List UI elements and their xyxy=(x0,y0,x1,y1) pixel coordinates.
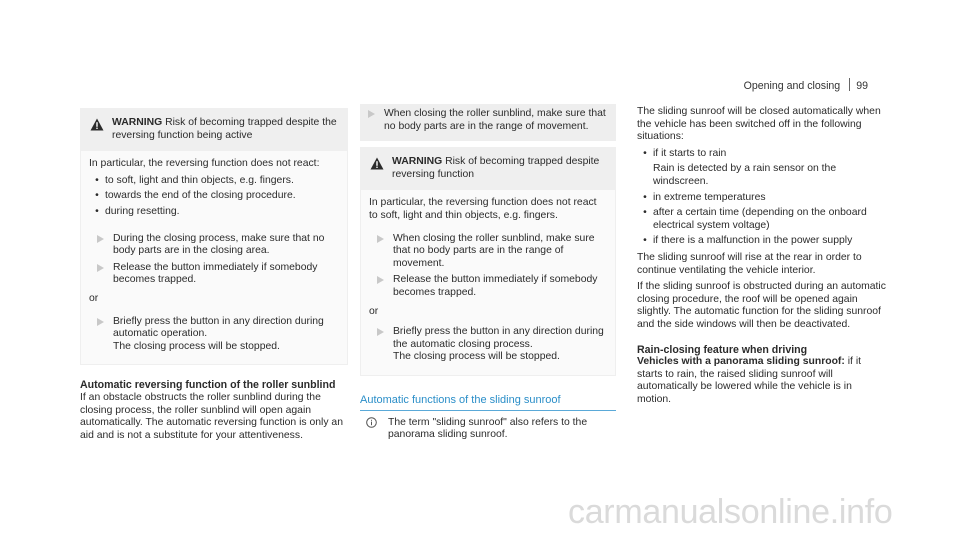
step-text: When closing the roller sunblind, make sure that no body parts are in the range of movement. xyxy=(393,232,595,269)
list-item xyxy=(89,190,339,203)
bullet-text: during resetting. xyxy=(105,205,180,217)
step-text xyxy=(113,316,339,354)
bullet-icon xyxy=(637,148,653,161)
bullet-text: after a certain time (depending on the onboard electrical system voltage) xyxy=(653,207,867,231)
step-or-note: The closing process will be stopped. xyxy=(113,340,280,352)
warning-triangle-icon xyxy=(90,118,104,131)
step-text: Release the button immediately if somebody becomes trapped. xyxy=(113,261,318,286)
note xyxy=(360,417,616,442)
warning-header xyxy=(80,108,348,151)
list-item xyxy=(637,192,887,205)
note-text: The term "sliding sunroof" also refers to the panorama sliding sunroof. xyxy=(388,416,588,441)
step-or-note: The closing process will be stopped. xyxy=(393,351,560,363)
section-heading-link[interactable]: Automatic functions of the sliding sunroof xyxy=(360,394,616,411)
action-step xyxy=(89,262,339,287)
warning-triangle-icon xyxy=(370,157,384,170)
paragraph: If the sliding sunroof is obstructed during an automatic closing procedure, the roof will be opened again slightly. The automatic function for the sliding sunroof and the side windows will then be deactivated. xyxy=(637,281,886,330)
list-item xyxy=(637,235,887,248)
warning-title-text: Risk of becoming trapped despite reversing function xyxy=(392,156,600,180)
warning-title xyxy=(112,117,340,142)
step-text xyxy=(393,326,607,364)
or-label: or xyxy=(369,305,379,317)
step-arrow-icon xyxy=(97,262,113,287)
step-block xyxy=(360,104,616,141)
sunroof-section xyxy=(360,394,616,442)
info-icon xyxy=(360,417,388,442)
section-subheading: Vehicles with a panorama sliding sunroof: xyxy=(637,356,845,368)
warning-title-text: Risk of becoming trapped despite the reversing function being active xyxy=(112,117,337,141)
warning-body xyxy=(360,190,616,376)
bullet-icon xyxy=(89,190,105,203)
bullet-text: towards the end of the closing procedure. xyxy=(105,190,296,202)
list-item xyxy=(89,206,339,219)
bullet-icon xyxy=(637,192,653,205)
or-label: or xyxy=(89,292,99,304)
warning-body xyxy=(80,151,348,365)
running-header xyxy=(744,78,868,93)
paragraph: The sliding sunroof will rise at the rear in order to continue ventilating the vehicle interior. xyxy=(637,251,862,276)
column-left xyxy=(80,108,348,446)
column-right xyxy=(637,106,887,410)
action-step xyxy=(360,108,616,133)
action-step xyxy=(369,326,607,364)
action-step xyxy=(89,316,339,354)
action-step xyxy=(89,233,339,258)
header-divider xyxy=(849,78,850,91)
section-heading: Automatic reversing function of the roller sunblind xyxy=(80,379,336,392)
list-item xyxy=(637,207,887,232)
section-heading: Rain-closing feature when driving xyxy=(637,343,808,356)
warning-intro: In particular, the reversing function does not react: xyxy=(89,158,320,170)
bullet-subtext: Rain is detected by a rain sensor on the windscreen. xyxy=(653,163,837,187)
bullet-text: if there is a malfunction in the power supply xyxy=(653,235,853,247)
section-body: if it starts to rain, the raised sliding sunroof will automatically be lowered while the vehicle is in motion. xyxy=(637,356,862,405)
bullet-icon xyxy=(89,175,105,188)
step-arrow-icon xyxy=(97,233,113,258)
step-text: When closing the roller sunblind, make sure that no body parts are in the range of movement. xyxy=(384,108,606,132)
bullet-icon xyxy=(637,207,653,232)
page-number: 99 xyxy=(856,80,868,92)
warning-label: WARNING xyxy=(112,117,163,128)
header-section-title: Opening and closing xyxy=(743,80,841,92)
warning-title xyxy=(392,156,608,181)
step-arrow-icon xyxy=(368,108,384,133)
step-arrow-icon xyxy=(377,274,393,299)
action-step xyxy=(369,274,607,299)
watermark: carmanualsonline.info xyxy=(568,493,893,531)
step-arrow-icon xyxy=(377,326,393,364)
warning-label: WARNING xyxy=(392,156,443,168)
warning-header xyxy=(360,147,616,190)
bullet-icon xyxy=(89,206,105,219)
step-text: During the closing process, make sure that no body parts are in the closing area. xyxy=(113,232,325,257)
step-arrow-icon xyxy=(377,233,393,271)
bullet-text: to soft, light and thin objects, e.g. fingers. xyxy=(105,174,294,186)
warning-box xyxy=(80,108,348,365)
warning-box xyxy=(360,147,616,376)
step-or-text: Briefly press the button in any direction during automatic operation. xyxy=(113,315,324,340)
action-step xyxy=(369,233,607,271)
roller-sunblind-section xyxy=(80,379,348,442)
step-or-text: Briefly press the button in any direction during the automatic closing process. xyxy=(393,326,604,350)
step-text: Release the button immediately if somebody becomes trapped. xyxy=(393,274,598,298)
step-arrow-icon xyxy=(97,316,113,354)
column-middle xyxy=(360,104,616,442)
warning-intro: In particular, the reversing function does not react to soft, light and thin objects, e.g. fingers. xyxy=(369,197,597,221)
list-item xyxy=(637,148,887,161)
bullet-icon xyxy=(637,235,653,248)
bullet-text: if it starts to rain xyxy=(653,147,727,159)
intro-paragraph: The sliding sunroof will be closed automatically when the vehicle has been switched off in the following situations: xyxy=(637,106,881,143)
rain-closing-section xyxy=(637,344,887,407)
section-body: If an obstacle obstructs the roller sunblind during the closing process, the roller sunblind will open again automatically. The automatic reversing function is only an aid and is not a substitute for your attentiveness. xyxy=(80,391,343,441)
bullet-text: in extreme temperatures xyxy=(653,191,766,203)
list-item xyxy=(89,175,339,188)
